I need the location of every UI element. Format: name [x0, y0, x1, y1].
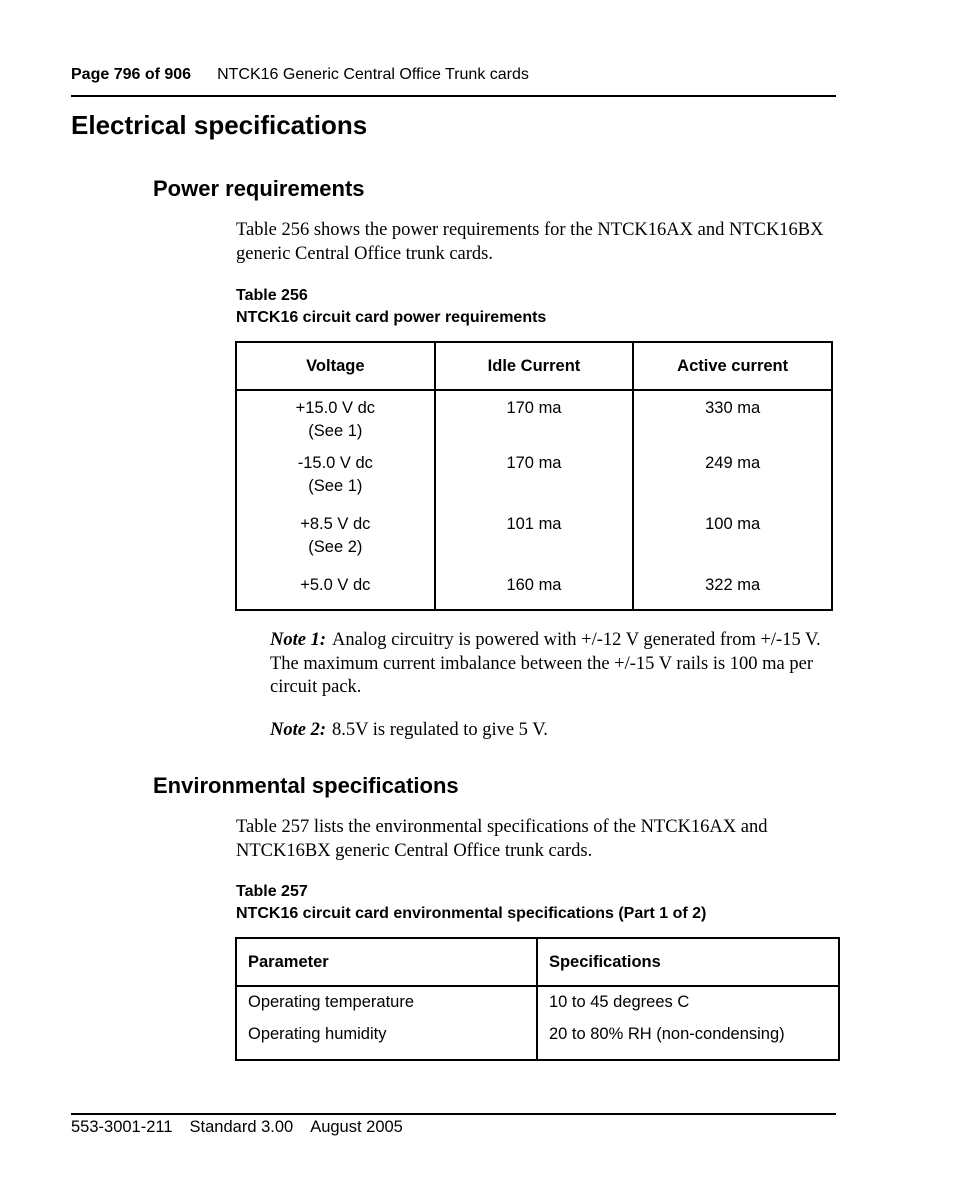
note-1-label: Note 1: — [270, 630, 326, 650]
voltage-cell — [236, 451, 435, 512]
table-row — [236, 390, 832, 451]
active-current-cell: 330 ma — [633, 390, 832, 451]
table-row — [236, 986, 839, 1024]
footer-rule — [71, 1113, 836, 1115]
voltage-value: +5.0 V dc — [300, 576, 371, 594]
footer-date: August 2005 — [310, 1118, 403, 1136]
voltage-note: (See 1) — [308, 477, 363, 495]
table-256-number: Table 256 — [236, 287, 308, 304]
voltage-value: +8.5 V dc — [300, 515, 371, 533]
idle-current-cell: 160 ma — [435, 573, 634, 610]
header-rule — [71, 95, 836, 97]
document-title: NTCK16 Generic Central Office Trunk cards — [217, 66, 529, 83]
specification-cell: 10 to 45 degrees C — [537, 986, 839, 1024]
page-header — [71, 66, 836, 84]
active-current-cell: 322 ma — [633, 573, 832, 610]
specification-cell: 20 to 80% RH (non-condensing) — [537, 1024, 839, 1060]
idle-current-cell: 170 ma — [435, 390, 634, 451]
voltage-value: +15.0 V dc — [295, 399, 375, 417]
voltage-cell — [236, 573, 435, 610]
active-current-cell: 249 ma — [633, 451, 832, 512]
column-header-active-current: Active current — [633, 342, 832, 390]
column-header-specifications: Specifications — [537, 938, 839, 986]
voltage-value: -15.0 V dc — [297, 454, 373, 472]
environment-intro-paragraph: Table 257 lists the environmental specifications of the NTCK16AX and NTCK16BX generic Central Office trunk cards. — [236, 817, 768, 861]
active-current-cell: 100 ma — [633, 512, 832, 573]
table-header-row — [236, 938, 839, 986]
table-row — [236, 451, 832, 512]
table-257-title: NTCK16 circuit card environmental specifications (Part 1 of 2) — [236, 905, 707, 922]
idle-current-cell: 170 ma — [435, 451, 634, 512]
voltage-cell — [236, 512, 435, 573]
table-256-title: NTCK16 circuit card power requirements — [236, 309, 547, 326]
footer-doc-number: 553-3001-211 — [71, 1118, 173, 1136]
voltage-note: (See 1) — [308, 422, 363, 440]
idle-current-cell: 101 ma — [435, 512, 634, 573]
table-257-number: Table 257 — [236, 883, 308, 900]
column-header-voltage: Voltage — [236, 342, 435, 390]
power-requirements-table — [235, 341, 833, 611]
power-requirements-heading: Power requirements — [153, 176, 365, 201]
note-2-text: 8.5V is regulated to give 5 V. — [332, 720, 548, 740]
table-row — [236, 512, 832, 573]
power-intro-paragraph: Table 256 shows the power requirements for the NTCK16AX and NTCK16BX generic Central Office trunk cards. — [236, 220, 824, 264]
column-header-idle-current: Idle Current — [435, 342, 634, 390]
environmental-specifications-table — [235, 937, 840, 1061]
note-1-text: Analog circuitry is powered with +/-12 V generated from +/-15 V. The maximum current imbalance between the +/-15 V rails is 100 ma per circuit pack. — [270, 630, 821, 697]
environmental-specifications-heading: Environmental specifications — [153, 773, 459, 798]
page-number: Page 796 of 906 — [71, 66, 192, 83]
note-2-label: Note 2: — [270, 720, 326, 740]
section-title: Electrical specifications — [71, 110, 368, 140]
table-header-row — [236, 342, 832, 390]
voltage-note: (See 2) — [308, 538, 363, 556]
note-1 — [270, 629, 835, 700]
parameter-cell: Operating temperature — [236, 986, 537, 1024]
table-row — [236, 1024, 839, 1060]
voltage-cell — [236, 390, 435, 451]
parameter-cell: Operating humidity — [236, 1024, 537, 1060]
table-row — [236, 573, 832, 610]
note-2 — [270, 719, 835, 743]
page-footer — [71, 1118, 420, 1137]
footer-standard: Standard 3.00 — [189, 1118, 294, 1136]
column-header-parameter: Parameter — [236, 938, 537, 986]
